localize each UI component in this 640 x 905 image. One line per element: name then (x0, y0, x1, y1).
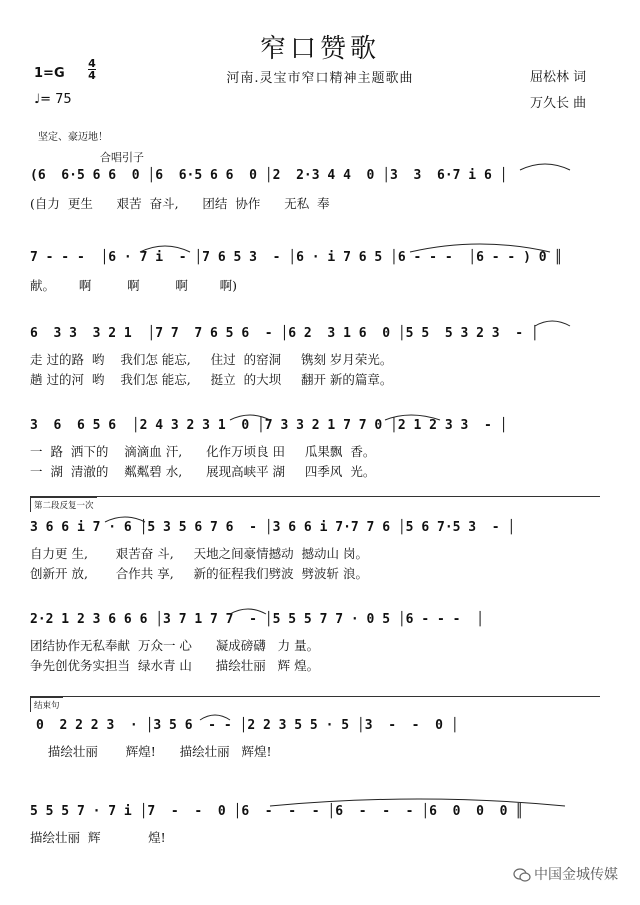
wechat-icon (513, 868, 531, 882)
lyric-line-5a: 自力更 生, 艰苦奋 斗, 天地之间豪情撼动 撼动山 岗。 (30, 546, 368, 561)
song-subtitle: 河南.灵宝市窄口精神主题歌曲 (226, 71, 414, 86)
meter-bottom: 4 (88, 69, 96, 82)
lyric-line-4b: 一 湖 清澈的 粼粼碧 水, 展现高峡平 湖 四季风 光。 (30, 464, 376, 479)
lyric-line-8: 描绘壮丽 辉 煌! (30, 830, 166, 845)
notation-line-6: 2·2 1 2 3 6 6 6 │3 7 1 7 7 - │5 5 5 7 7 · 0 5 │6 - - - │ (30, 612, 484, 627)
composer-credit: 万久长 曲 (530, 96, 587, 111)
lyricist-credit: 屈松林 词 (530, 70, 587, 85)
notation-line-3: 6 3 3 3 2 1 │7 7 7 6 5 6 - │6 2 3 1 6 0 │5 5 5 3 2 3 - │ (30, 326, 539, 341)
watermark-text: 中国金城传媒 (534, 867, 618, 883)
lyric-line-4a: 一 路 洒下的 滴滴血 汗, 化作万顷良 田 瓜果飘 香。 (30, 444, 376, 459)
notation-line-1: (6 6·5 6 6 0 │6 6·5 6 6 0 │2 2·3 4 4 0 │3 3 6·7 i 6 │ (30, 168, 508, 183)
tempo-marking: ♩= 75 (34, 92, 72, 107)
notation-line-4: 3 6 6 5 6 │2 4 3 2 3 1 0 │7 3 3 2 1 7 7 0 │2 1 2 3 3 - │ (30, 418, 508, 433)
key-signature: 1=G (34, 66, 65, 81)
notation-line-8: 5 5 5 7 · 7 i │7 - - 0 │6 - - - │6 - - - │6 0 0 0 ║ (30, 804, 524, 819)
lyric-line-5b: 创新开 放, 合作共 享, 新的征程我们劈波 劈波斩 浪。 (30, 566, 368, 581)
lyric-line-7: 描绘壮丽 辉煌! 描绘壮丽 辉煌! (36, 744, 272, 759)
expression-marking: 坚定、豪迈地！ (38, 132, 108, 143)
lyric-line-6b: 争先创优务实担当 绿水青 山 描绘壮丽 辉 煌。 (30, 658, 320, 673)
meter-top: 4 (88, 57, 96, 70)
notation-line-7: 0 2 2 2 3 · │3 5 6 - - │2 2 3 5 5 · 5 │3 - - 0 │ (36, 718, 459, 733)
lyric-line-1: (自力 更生 艰苦 奋斗, 团结 协作 无私 奉 (30, 196, 330, 211)
notation-line-5: 3 6 6 i 7 · 6 │5 3 5 6 7 6 - │3 6 6 i 7·7 7 6 │5 6 7·5 3 - │ (30, 520, 516, 535)
lyric-line-6a: 团结协作无私奉献 万众一 心 凝成磅礴 力 量。 (30, 638, 320, 653)
section-label-ending: 结束句 (30, 697, 63, 712)
notation-line-2: 7 - - - │6 · 7 i - │7 6 5 3 - │6 · i 7 6 5 │6 - - - │6 - - ) 0 ║ (30, 250, 563, 265)
song-title: 窄口赞歌 (259, 34, 380, 64)
lyric-line-3b: 趟 过的河 哟 我们怎 能忘, 挺立 的大坝 翻开 新的篇章。 (30, 372, 393, 387)
lyric-line-2: 献。 啊 啊 啊 啊) (30, 278, 238, 293)
lyric-line-3a: 走 过的路 哟 我们怎 能忘, 住过 的窑洞 镌刻 岁月荣光。 (30, 352, 393, 367)
intro-label: 合唱引子 (100, 151, 144, 164)
section-label-repeat: 第二段反复一次 (30, 497, 97, 512)
watermark (513, 864, 618, 884)
